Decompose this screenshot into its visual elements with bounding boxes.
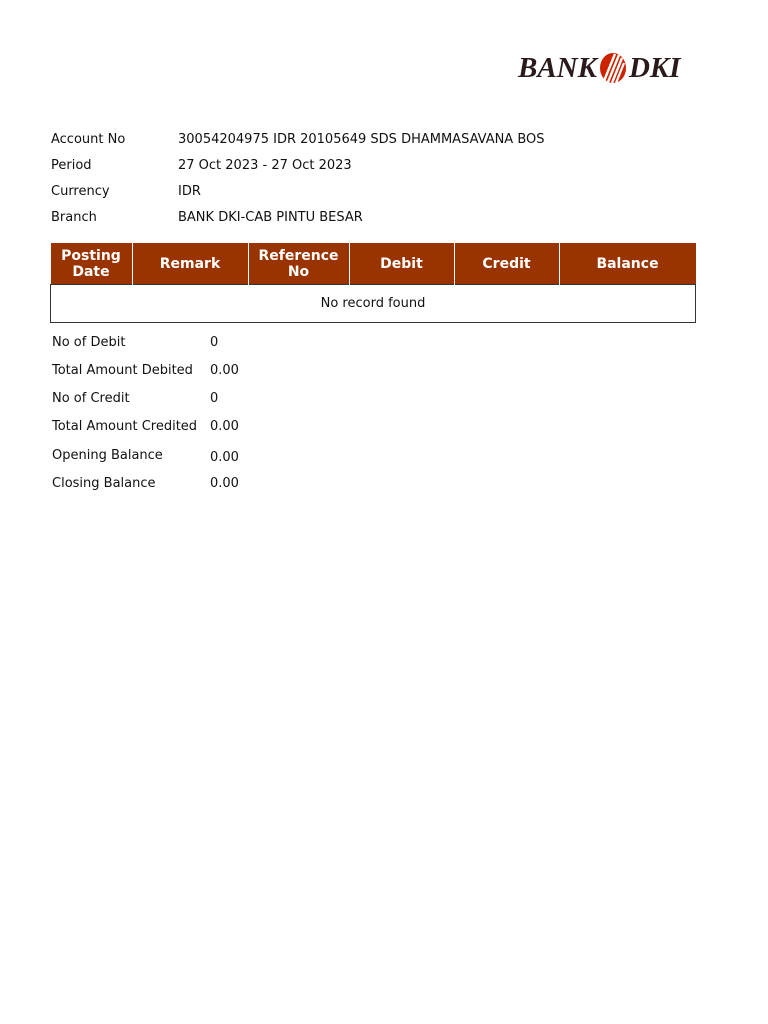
no-of-credit-value: 0 [210,390,219,406]
opening-balance-label: Opening Balance [52,448,163,463]
no-of-credit-label: No of Credit [52,390,130,406]
col-balance: Balance [559,243,696,285]
account-no-row [51,126,545,152]
period-row [51,152,545,178]
logo-text-bank: BANK [518,52,597,84]
currency-row [51,178,545,204]
currency-label: Currency [51,183,110,199]
period-value: 27 Oct 2023 - 27 Oct 2023 [178,157,352,173]
branch-value: BANK DKI-CAB PINTU BESAR [178,209,363,225]
total-debited-label: Total Amount Debited [52,362,193,378]
summary-row [52,412,239,441]
summary-row [52,329,239,356]
col-debit: Debit [349,243,454,285]
empty-message: No record found [51,285,696,323]
total-credited-value: 0.00 [210,419,239,434]
col-credit: Credit [454,243,559,285]
summary-row [52,441,239,470]
transaction-table [50,243,696,323]
total-credited-label: Total Amount Credited [52,419,198,434]
col-reference-no: Reference No [248,243,349,285]
summary-row [52,384,239,412]
no-of-debit-label: No of Debit [52,335,126,350]
closing-balance-value: 0.00 [210,476,239,491]
currency-value: IDR [178,183,201,199]
col-remark: Remark [132,243,248,285]
col-posting-date: Posting Date [51,243,133,285]
account-no-label: Account No [51,131,126,147]
summary-row [52,470,239,497]
logo-text-dki: DKI [628,52,681,84]
account-no-value: 30054204975 IDR 20105649 SDS DHAMMASAVANA BOS [178,131,545,147]
branch-label: Branch [51,209,97,225]
summary [52,329,239,497]
summary-row [52,356,239,384]
closing-balance-label: Closing Balance [52,476,156,491]
bank-dki-logo [518,50,696,86]
total-debited-value: 0.00 [210,362,239,378]
table-header-row [51,243,696,285]
no-of-debit-value: 0 [210,335,219,350]
opening-balance-value: 0.00 [210,450,239,465]
table-row [51,285,696,323]
account-info [51,126,545,230]
branch-row [51,204,545,230]
period-label: Period [51,157,92,173]
bank-dki-emblem-icon [598,51,628,85]
